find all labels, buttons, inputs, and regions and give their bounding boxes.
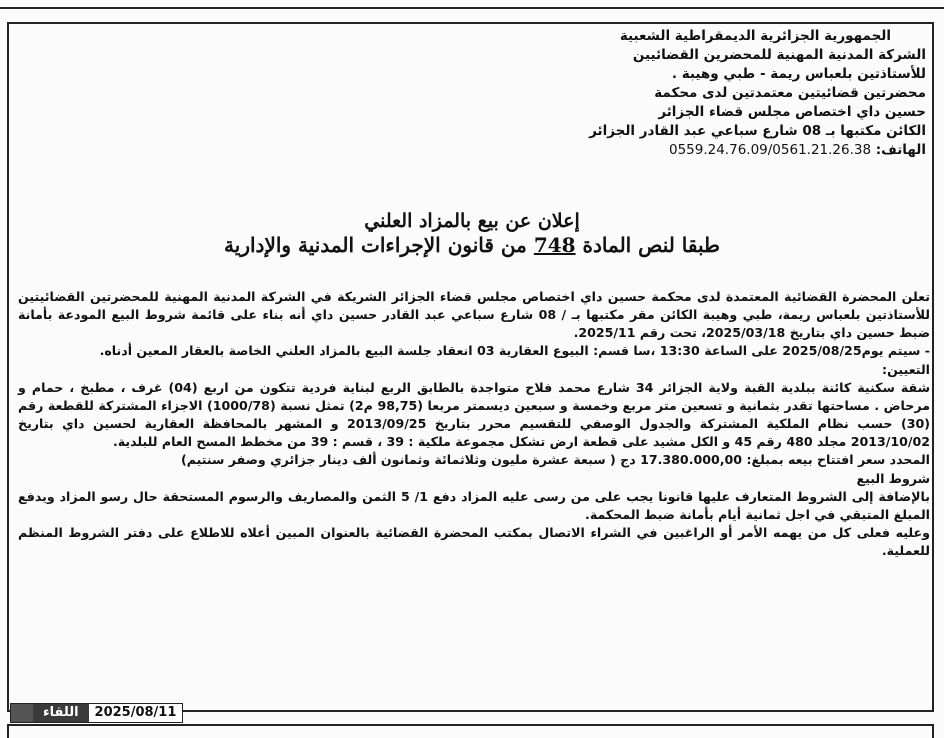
jurisdiction-line: حسين داي اختصاص مجلس قضاء الجزائر: [658, 104, 926, 120]
address-line: الكائن مكتبها بـ 08 شارع سباعي عبد القادر الجزائر: [589, 123, 926, 139]
session-paragraph: - سيتم يوم2025/08/25 على الساعة 13:30 ،سا قسم: البيوع العقارية 03 انعقاد جلسة البيع بالمزاد العلني الخاصة بالعقار المعين أدناه.: [99, 343, 930, 359]
publication-date: 2025/08/11: [89, 704, 183, 722]
phone-line: [286, 141, 926, 160]
newspaper-tag: اللقاء: [33, 704, 89, 722]
partners-line: للأستاذتين بلعباس ريمة - طبي وهيبة .: [671, 66, 926, 82]
title-prefix: طبقا لنص المادة: [582, 233, 720, 257]
issuer-header: [286, 27, 926, 160]
republic-line: الجمهورية الجزائرية الديمقراطية الشعبية: [619, 28, 891, 44]
stamp-box: [11, 704, 33, 722]
company-line: الشركة المدنية المهنية للمحضرين القضائيين: [632, 47, 926, 63]
article-number: 748: [533, 233, 576, 257]
designation-heading: التعيين:: [882, 361, 930, 377]
top-rule: [0, 7, 944, 9]
conditions-heading: شروط البيع: [856, 470, 930, 486]
title-suffix: من قانون الإجراءات المدنية والإدارية: [224, 233, 527, 257]
accreditation-line: محضرتين قضائيتين معتمدتين لدى محكمة: [654, 85, 926, 101]
phone-value: 0559.24.76.09/0561.21.26.38: [668, 142, 872, 158]
phone-label: الهاتف:: [875, 142, 926, 158]
property-description: شقة سكنية كائنة ببلدية القبة ولاية الجزائر 34 شارع محمد فلاح متواجدة بالطابق الربع لبناية فردية تتكون من اربع (04) غرف ، مطبخ ، حمام و مرحاض . مساحتها تقدر بثمانية و تسعين متر مربع وخمسة و سبعين ديسمتر مربعا (98,75 م2) تمثل نسبة (1000/78) الاجزاء المشتركة للقطعة رقم (30) حسب نظام الملكية المشتركة والجدول الوصفي للتقسيم محرر بتاريخ 2013/09/25 و المشهر بالمحافظة العقارية لحسين داي بتاريخ 2013/10/02 مجلد 480 رقم 45 و الكل مشيد على قطعة ارض تشكل مجموعة ملكية : 39 ، قسم : 39 من مخطط المسح العام للبلدية.: [18, 379, 930, 450]
title-line-1: إعلان عن بيع بالمزاد العلني: [364, 210, 580, 232]
notice-title: [0, 210, 944, 258]
opening-price: المحدد سعر افتتاح بيعه بمبلغ: 17.380.000,00 دج ( سبعة عشرة مليون وثلاثمائة وثمانون ألف دينار جزائري وصفر سنتيم): [180, 452, 930, 468]
announcement-paragraph: تعلن المحضرة القضائية المعتمدة لدى محكمة حسين داي اختصاص مجلس قضاء الجزائر الشريكة في الشركة المدنية المهنية للمحضرتين القضائيتين للأستاذتين بلعباس ريمة، طبي وهيبة الكائن مقر مكتبها بـ / 08 شارع سباعي عبد القادر حسين داي أنه بناء على قائمة شروط البيع المودعة بأمانة ضبط حسين داي بتاريخ 2025/03/18، تحت رقم 2025/11.: [18, 289, 930, 341]
publication-stamp: [10, 703, 183, 723]
title-line-2: [0, 232, 944, 258]
notice-body: [18, 288, 930, 560]
contact-paragraph: وعليه فعلى كل من يهمه الأمر أو الراغبين في الشراء الاتصال بمكتب المحضرة القضائية بالعنوان المبين أعلاه للاطلاع على دفتر الشروط المنظم للعملية.: [18, 525, 930, 559]
conditions-paragraph: بالإضافة إلى الشروط المتعارف عليها قانونا يجب على من رسى عليه المزاد دفع 1/ 5 الثمن والمصاريف والرسوم المستحقة حال رسو المزاد ويدفع المبلغ المتبقي في اجل ثمانية أيام بأمانة ضبط المحكمة.: [18, 488, 930, 522]
